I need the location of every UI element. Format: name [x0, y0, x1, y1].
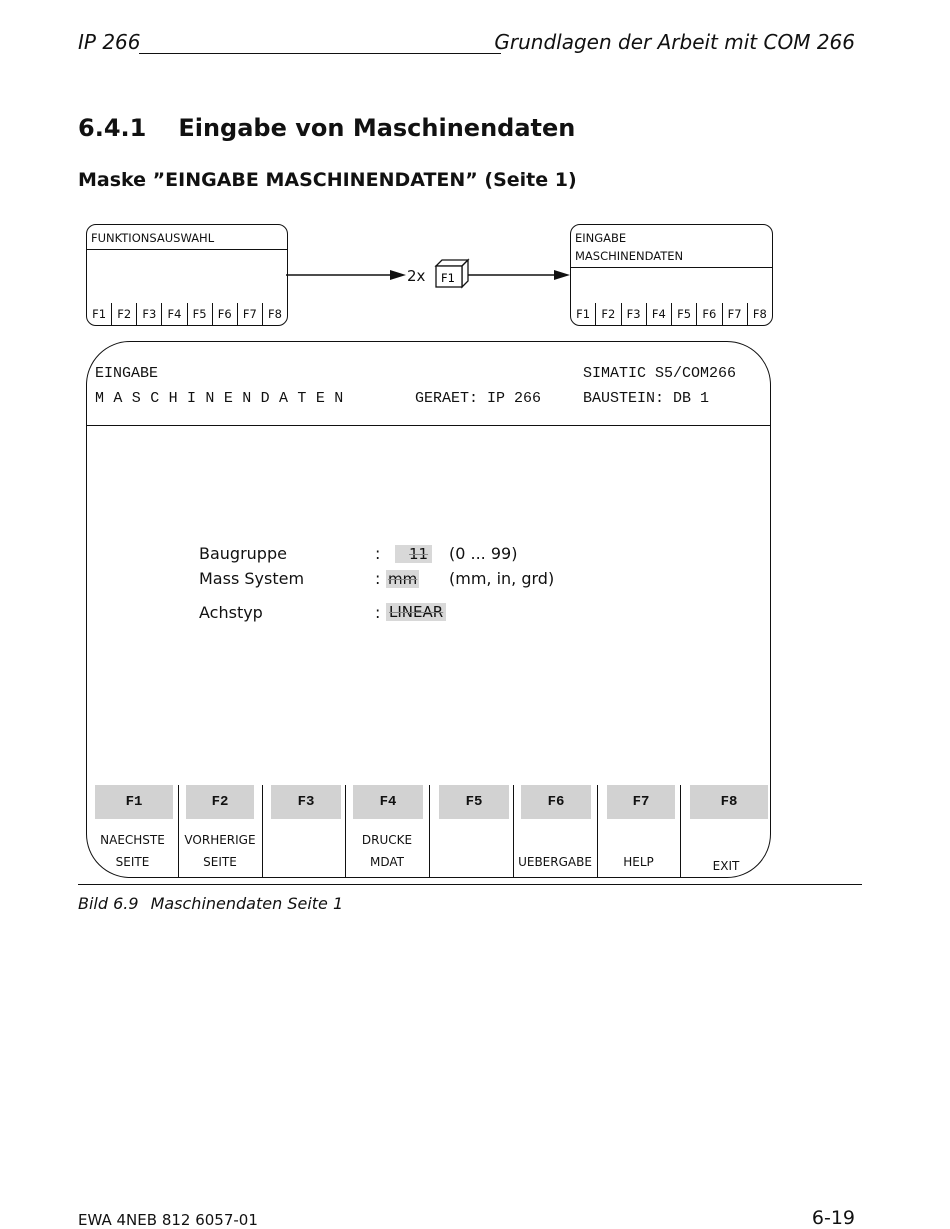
machine-data-title-line1: EINGABE: [575, 231, 627, 245]
source-fkey: F3: [136, 303, 161, 325]
target-fkey: F3: [621, 303, 646, 325]
fkey-f4[interactable]: [345, 785, 429, 878]
field-colon: :: [375, 569, 381, 588]
fkey-label-line1: NAECHSTE: [100, 833, 165, 847]
field-colon: :: [375, 603, 381, 622]
screen-fkey-row: [87, 785, 770, 878]
footer-page-number: 6-19: [811, 1207, 855, 1229]
target-fkey: F5: [671, 303, 696, 325]
source-fkey-strip: [87, 303, 287, 325]
target-fkey: F1: [576, 307, 591, 321]
fkey-f7-button[interactable]: F7: [607, 785, 675, 819]
system-label: SIMATIC S5/COM266: [583, 365, 737, 382]
fkey-f8-button[interactable]: F8: [690, 785, 768, 819]
source-fkey: F7: [237, 303, 262, 325]
figure-rule: [78, 884, 862, 885]
fkey-label-line1: [597, 829, 680, 851]
footer-doc-number: EWA 4NEB 812 6057-01: [78, 1211, 258, 1229]
device-label: GERAET: IP 266: [415, 390, 542, 407]
fkey-f5[interactable]: [429, 785, 513, 878]
flow-arrow: [286, 255, 576, 295]
box-separator: [571, 267, 772, 268]
fkey-label-line1: [680, 833, 771, 855]
fkey-f7-label: [597, 829, 680, 873]
target-fkey: F2: [595, 303, 620, 325]
source-fkey: F8: [262, 303, 287, 325]
fkey-f6-label: [513, 829, 597, 873]
figure-text: Maschinendaten Seite 1: [150, 894, 344, 913]
baugruppe-value[interactable]: 11: [395, 545, 432, 563]
fkey-f2[interactable]: [178, 785, 262, 878]
fkey-f1-label: [87, 829, 178, 873]
target-fkey: F8: [747, 303, 772, 325]
fkey-f6[interactable]: [513, 785, 597, 878]
target-fkey: F6: [696, 303, 721, 325]
fkey-f1-button[interactable]: F1: [95, 785, 173, 819]
fkey-divider: [429, 785, 430, 878]
fkey-f7[interactable]: [597, 785, 680, 878]
fkey-f8[interactable]: [680, 785, 771, 878]
fkey-f1[interactable]: [87, 785, 178, 878]
machine-data-title-line2: MASCHINENDATEN: [575, 249, 684, 263]
source-fkey: F1: [92, 307, 107, 321]
fkey-label-line1: [513, 829, 597, 851]
figure-number: Bild 6.9: [78, 894, 139, 913]
fkey-f5-button[interactable]: F5: [439, 785, 509, 819]
box-separator: [87, 249, 287, 250]
section-title: [78, 114, 575, 142]
source-fkey: F4: [161, 303, 186, 325]
screen-title-line2: M A S C H I N E N D A T E N: [95, 390, 344, 407]
fkey-f4-label: [345, 829, 429, 873]
machine-data-title: [571, 225, 772, 265]
fkey-label-line2: SEITE: [115, 855, 150, 869]
fkey-f2-label: [178, 829, 262, 873]
block-label: BAUSTEIN: DB 1: [583, 390, 710, 407]
header-rule: [139, 53, 501, 54]
fkey-label-line1: VORHERIGE: [184, 833, 256, 847]
machine-data-screen: [86, 341, 771, 878]
target-fkey-strip: [571, 303, 772, 325]
function-selection-title: FUNKTIONSAUSWAHL: [91, 231, 215, 245]
field-label-achstyp: Achstyp: [199, 603, 263, 622]
fkey-label-line2: UEBERGABE: [518, 855, 592, 869]
screen-title-line1: EINGABE: [95, 365, 159, 382]
fkey-divider: [262, 785, 263, 878]
target-fkey: F4: [646, 303, 671, 325]
fkey-f3[interactable]: [262, 785, 345, 878]
fkey-label-line1: DRUCKE: [361, 833, 413, 847]
field-colon: :: [375, 544, 381, 563]
baugruppe-range: (0 ... 99): [449, 544, 518, 563]
fkey-label-line2: MDAT: [370, 855, 404, 869]
fkey-f2-button[interactable]: F2: [186, 785, 254, 819]
press-count: 2x: [407, 267, 426, 285]
machine-data-box: [570, 224, 773, 326]
fkey-f6-button[interactable]: F6: [521, 785, 591, 819]
mass-system-range: (mm, in, grd): [449, 569, 555, 588]
fkey-f8-label: [680, 833, 771, 877]
source-fkey: F5: [187, 303, 212, 325]
header-right: Grundlagen der Arbeit mit COM 266: [494, 30, 855, 54]
achstyp-value[interactable]: LINEAR: [386, 603, 446, 621]
source-fkey: F6: [212, 303, 237, 325]
source-fkey: F2: [111, 303, 136, 325]
header-left: IP 266: [78, 30, 141, 54]
fkey-f4-button[interactable]: F4: [353, 785, 423, 819]
screen-header-rule: [87, 425, 770, 426]
figure-caption: [78, 894, 343, 913]
target-fkey: F7: [722, 303, 747, 325]
mass-system-value[interactable]: mm: [388, 570, 418, 588]
field-label-mass-system: Mass System: [199, 569, 305, 588]
fkey-label-line2: SEITE: [203, 855, 237, 869]
fkey-f3-button[interactable]: F3: [271, 785, 341, 819]
field-label-baugruppe: Baugruppe: [199, 544, 287, 563]
fkey-label-line2: HELP: [623, 855, 654, 869]
key-cube-label: F1: [441, 271, 455, 285]
mask-title: Maske ”EINGABE MASCHINENDATEN” (Seite 1): [78, 169, 577, 191]
section-heading: Eingabe von Maschinendaten: [178, 114, 576, 142]
fkey-label-line2: EXIT: [712, 859, 740, 873]
section-number: 6.4.1: [78, 114, 147, 142]
function-selection-box: [86, 224, 288, 326]
